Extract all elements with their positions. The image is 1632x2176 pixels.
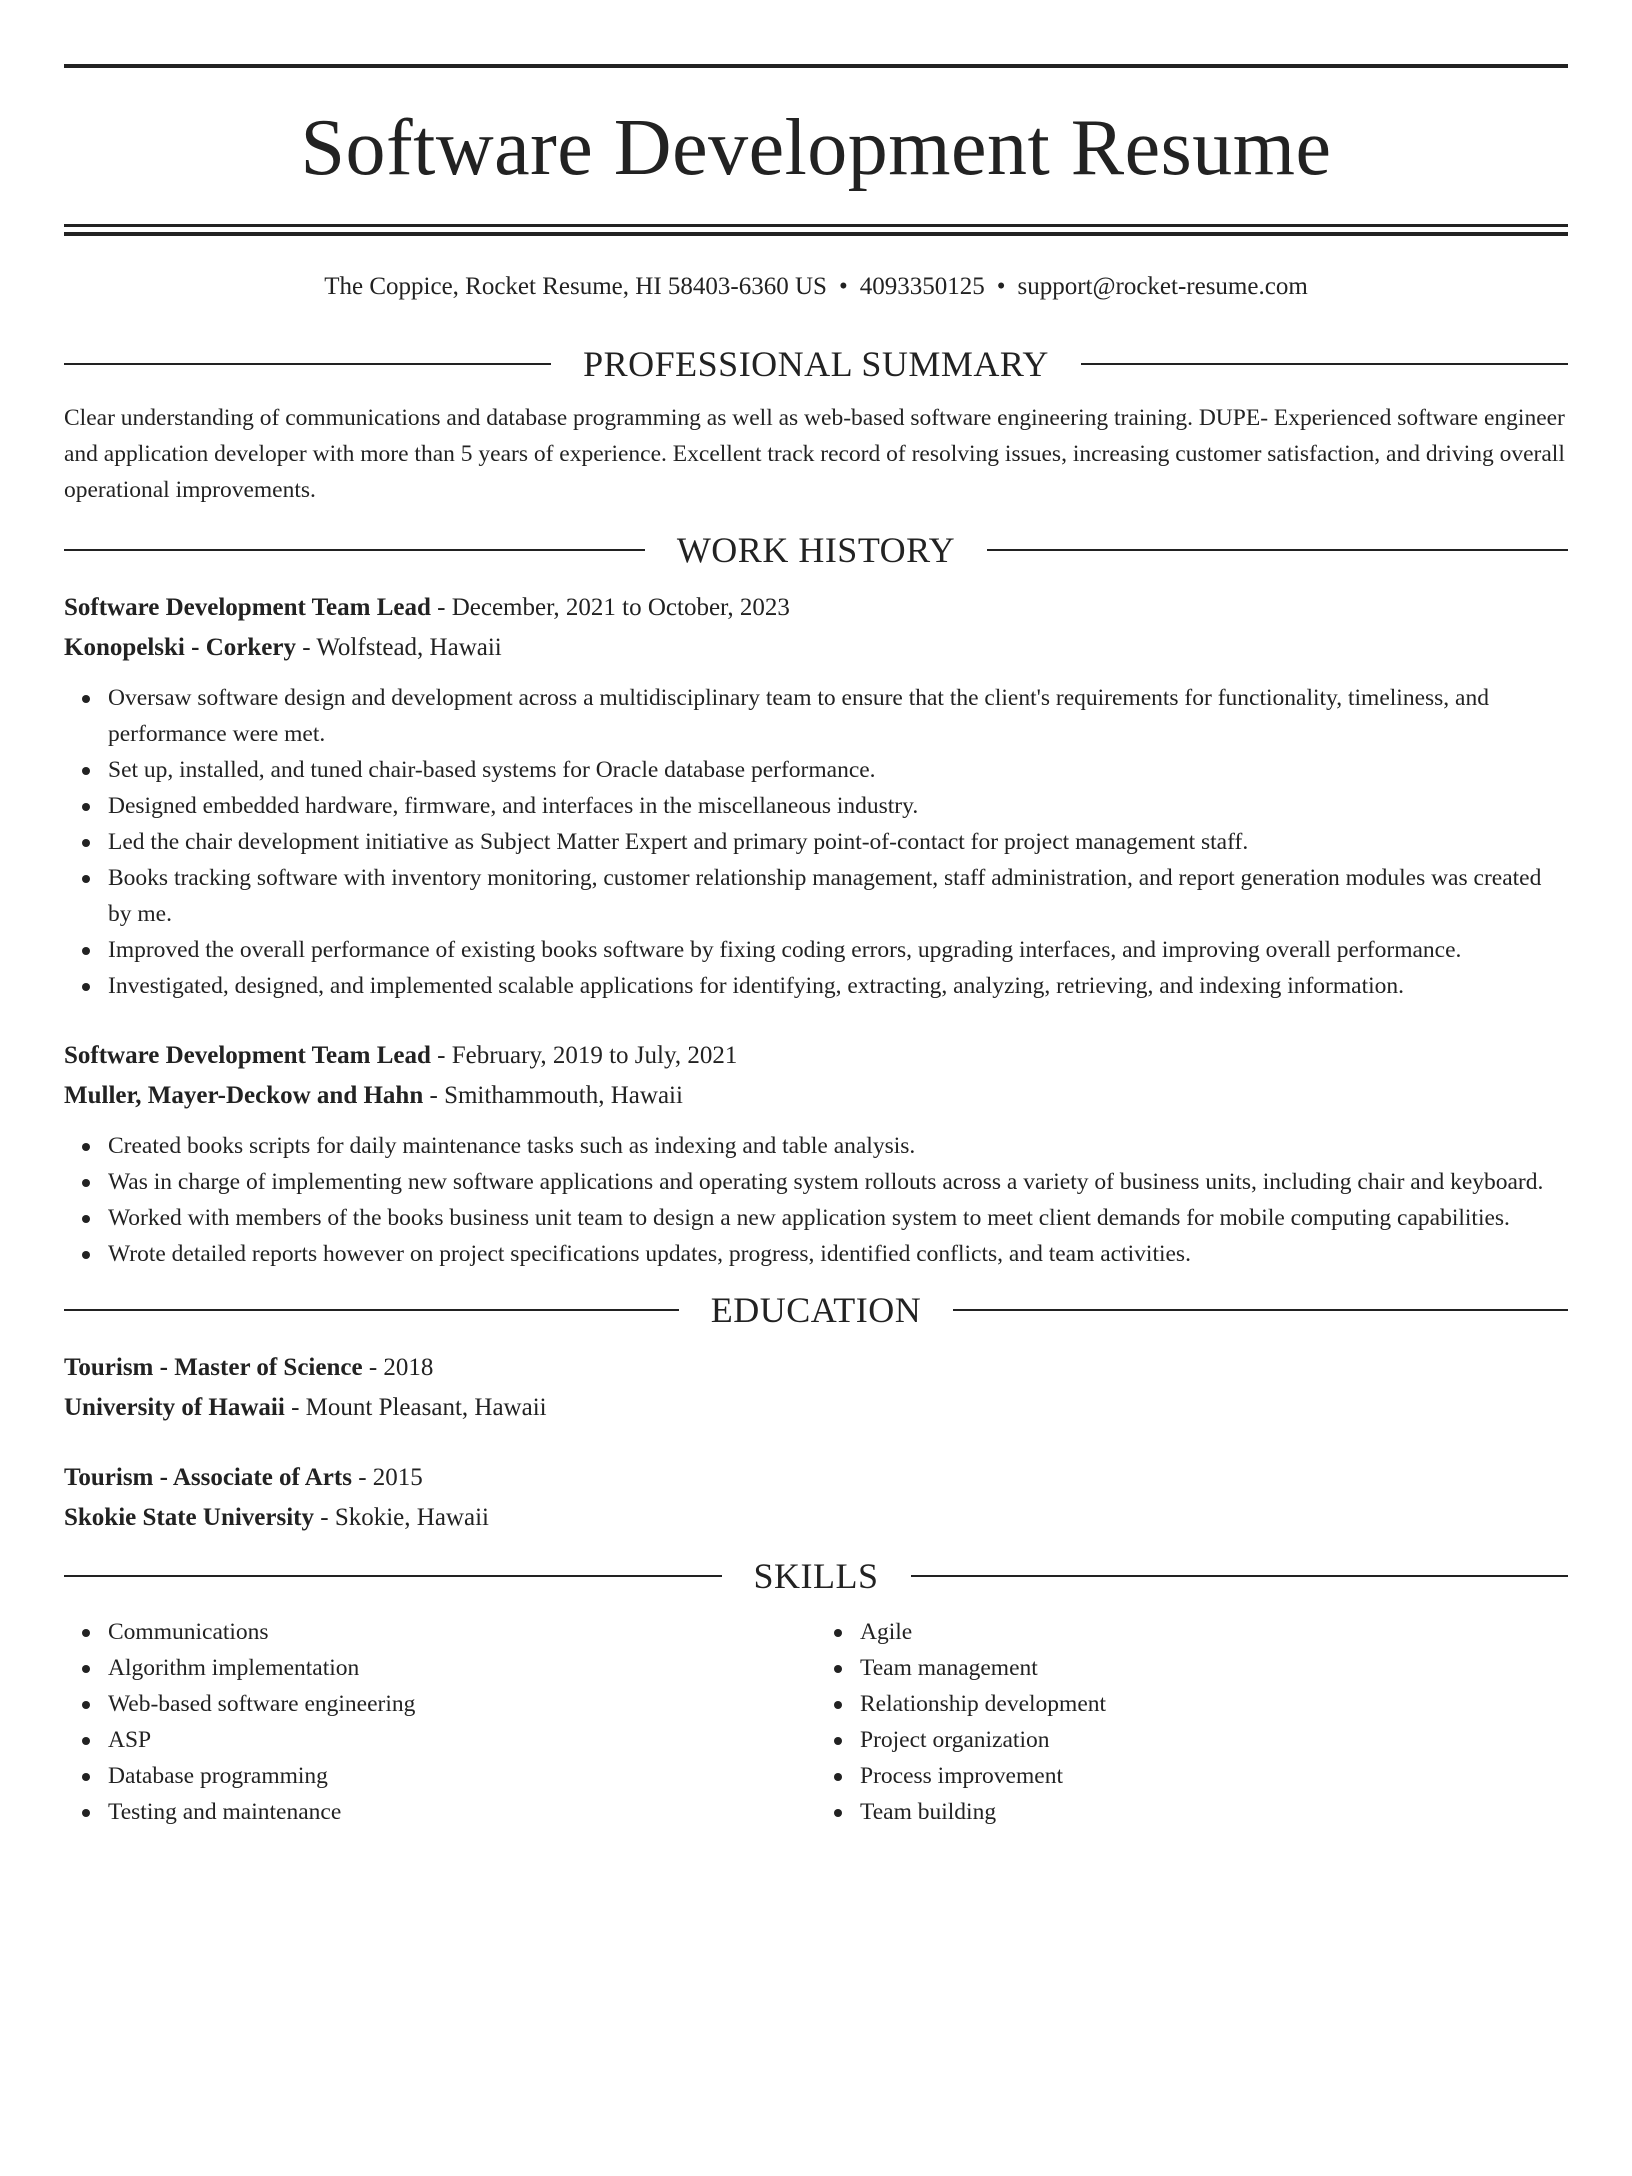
contact-address: The Coppice, Rocket Resume, HI 58403-6360 US (324, 273, 827, 300)
heading-rule-right (1081, 363, 1568, 365)
job-title-line (64, 1036, 1568, 1076)
heading-rule-right (987, 549, 1568, 551)
job-bullets (64, 680, 1568, 1004)
contact-separator: • (996, 273, 1006, 300)
job-dates: - December, 2021 to October, 2023 (430, 594, 790, 621)
job-company: Konopelski - Corkery (64, 634, 296, 661)
contact-separator: • (838, 273, 848, 300)
job-title: Software Development Team Lead (64, 594, 431, 621)
skills-column-right (816, 1614, 1568, 1830)
contact-email: support@rocket-resume.com (1017, 273, 1308, 300)
section-heading-label: WORK HISTORY (676, 530, 956, 570)
job-company-line (64, 1076, 1568, 1116)
top-rule (64, 64, 1568, 68)
job-bullet: Set up, installed, and tuned chair-based systems for Oracle database performance. (108, 752, 1568, 788)
skill-item: Agile (860, 1614, 1568, 1650)
contact-phone: 4093350125 (859, 273, 985, 300)
job-location: - Wolfstead, Hawaii (295, 634, 502, 661)
job-dates: - February, 2019 to July, 2021 (430, 1042, 738, 1069)
education-school-line (64, 1388, 1568, 1428)
job-company: Muller, Mayer-Deckow and Hahn (64, 1082, 424, 1109)
contact-line (64, 270, 1568, 304)
skill-item: Relationship development (860, 1686, 1568, 1722)
education-degree: Tourism - Master of Science (64, 1354, 363, 1381)
resume-title: Software Development Resume (300, 104, 1332, 192)
section-heading-summary (64, 342, 1568, 386)
education-year: - 2018 (362, 1354, 434, 1381)
heading-rule-left (64, 363, 551, 365)
skill-item: Process improvement (860, 1758, 1568, 1794)
education-school: Skokie State University (64, 1504, 314, 1531)
job-bullet: Investigated, designed, and implemented scalable applications for identifying, extracting, analyzing, retrieving, and indexing information. (108, 968, 1568, 1004)
job-bullet: Worked with members of the books business unit team to design a new application system to meet client demands for mobile computing capabilities. (108, 1200, 1568, 1236)
job-company-line (64, 628, 1568, 668)
education-year: - 2015 (351, 1464, 423, 1491)
skill-item: Algorithm implementation (108, 1650, 816, 1686)
skills-grid (64, 1614, 1568, 1830)
job-entry (64, 1036, 1568, 1272)
heading-rule-right (911, 1575, 1569, 1577)
heading-rule-left (64, 549, 645, 551)
job-entry (64, 588, 1568, 1004)
job-bullet: Books tracking software with inventory monitoring, customer relationship management, staff administration, and report generation modules was created by me. (108, 860, 1568, 932)
education-degree-line (64, 1348, 1568, 1388)
section-heading-label: PROFESSIONAL SUMMARY (583, 344, 1049, 384)
job-bullet: Created books scripts for daily maintenance tasks such as indexing and table analysis. (108, 1128, 1568, 1164)
job-bullet: Improved the overall performance of existing books software by fixing coding errors, upgrading interfaces, and improving overall performance. (108, 932, 1568, 968)
job-location: - Smithammouth, Hawaii (423, 1082, 683, 1109)
title-double-rule (64, 224, 1568, 236)
skills-column-left (64, 1614, 816, 1830)
job-bullet: Was in charge of implementing new software applications and operating system rollouts across a variety of business units, including chair and keyboard. (108, 1164, 1568, 1200)
job-bullet: Wrote detailed reports however on project specifications updates, progress, identified conflicts, and team activities. (108, 1236, 1568, 1272)
education-degree-line (64, 1458, 1568, 1498)
education-location: - Skokie, Hawaii (314, 1504, 489, 1531)
job-bullets (64, 1128, 1568, 1272)
summary-text: Clear understanding of communications and database programming as well as web-based software engineering training. DUPE- Experienced software engineer and application developer with more than 5 years of experience. Excellent track record of resolving issues, increasing customer satisfaction, and driving overall operational improvements. (64, 405, 1565, 503)
section-heading-work (64, 528, 1568, 572)
skill-item: Project organization (860, 1722, 1568, 1758)
heading-rule-left (64, 1575, 722, 1577)
section-heading-label: SKILLS (753, 1556, 879, 1596)
job-bullet: Designed embedded hardware, firmware, and interfaces in the miscellaneous industry. (108, 788, 1568, 824)
job-bullet: Oversaw software design and development across a multidisciplinary team to ensure that the client's requirements for functionality, timeliness, and performance were met. (108, 680, 1568, 752)
skill-item: Team building (860, 1794, 1568, 1830)
skill-item: Team management (860, 1650, 1568, 1686)
job-title: Software Development Team Lead (64, 1042, 431, 1069)
heading-rule-left (64, 1309, 679, 1311)
skill-item: ASP (108, 1722, 816, 1758)
skill-item: Database programming (108, 1758, 816, 1794)
skill-item: Testing and maintenance (108, 1794, 816, 1830)
education-entry (64, 1348, 1568, 1428)
education-degree: Tourism - Associate of Arts (64, 1464, 352, 1491)
skill-item: Web-based software engineering (108, 1686, 816, 1722)
education-location: - Mount Pleasant, Hawaii (284, 1394, 547, 1421)
education-entry (64, 1458, 1568, 1538)
education-school: University of Hawaii (64, 1394, 285, 1421)
job-bullet: Led the chair development initiative as Subject Matter Expert and primary point-of-contact for project management staff. (108, 824, 1568, 860)
education-school-line (64, 1498, 1568, 1538)
section-heading-label: EDUCATION (710, 1290, 922, 1330)
job-title-line (64, 588, 1568, 628)
skill-item: Communications (108, 1614, 816, 1650)
section-heading-skills (64, 1554, 1568, 1598)
heading-rule-right (953, 1309, 1568, 1311)
resume-page (0, 64, 1632, 2176)
section-heading-education (64, 1288, 1568, 1332)
